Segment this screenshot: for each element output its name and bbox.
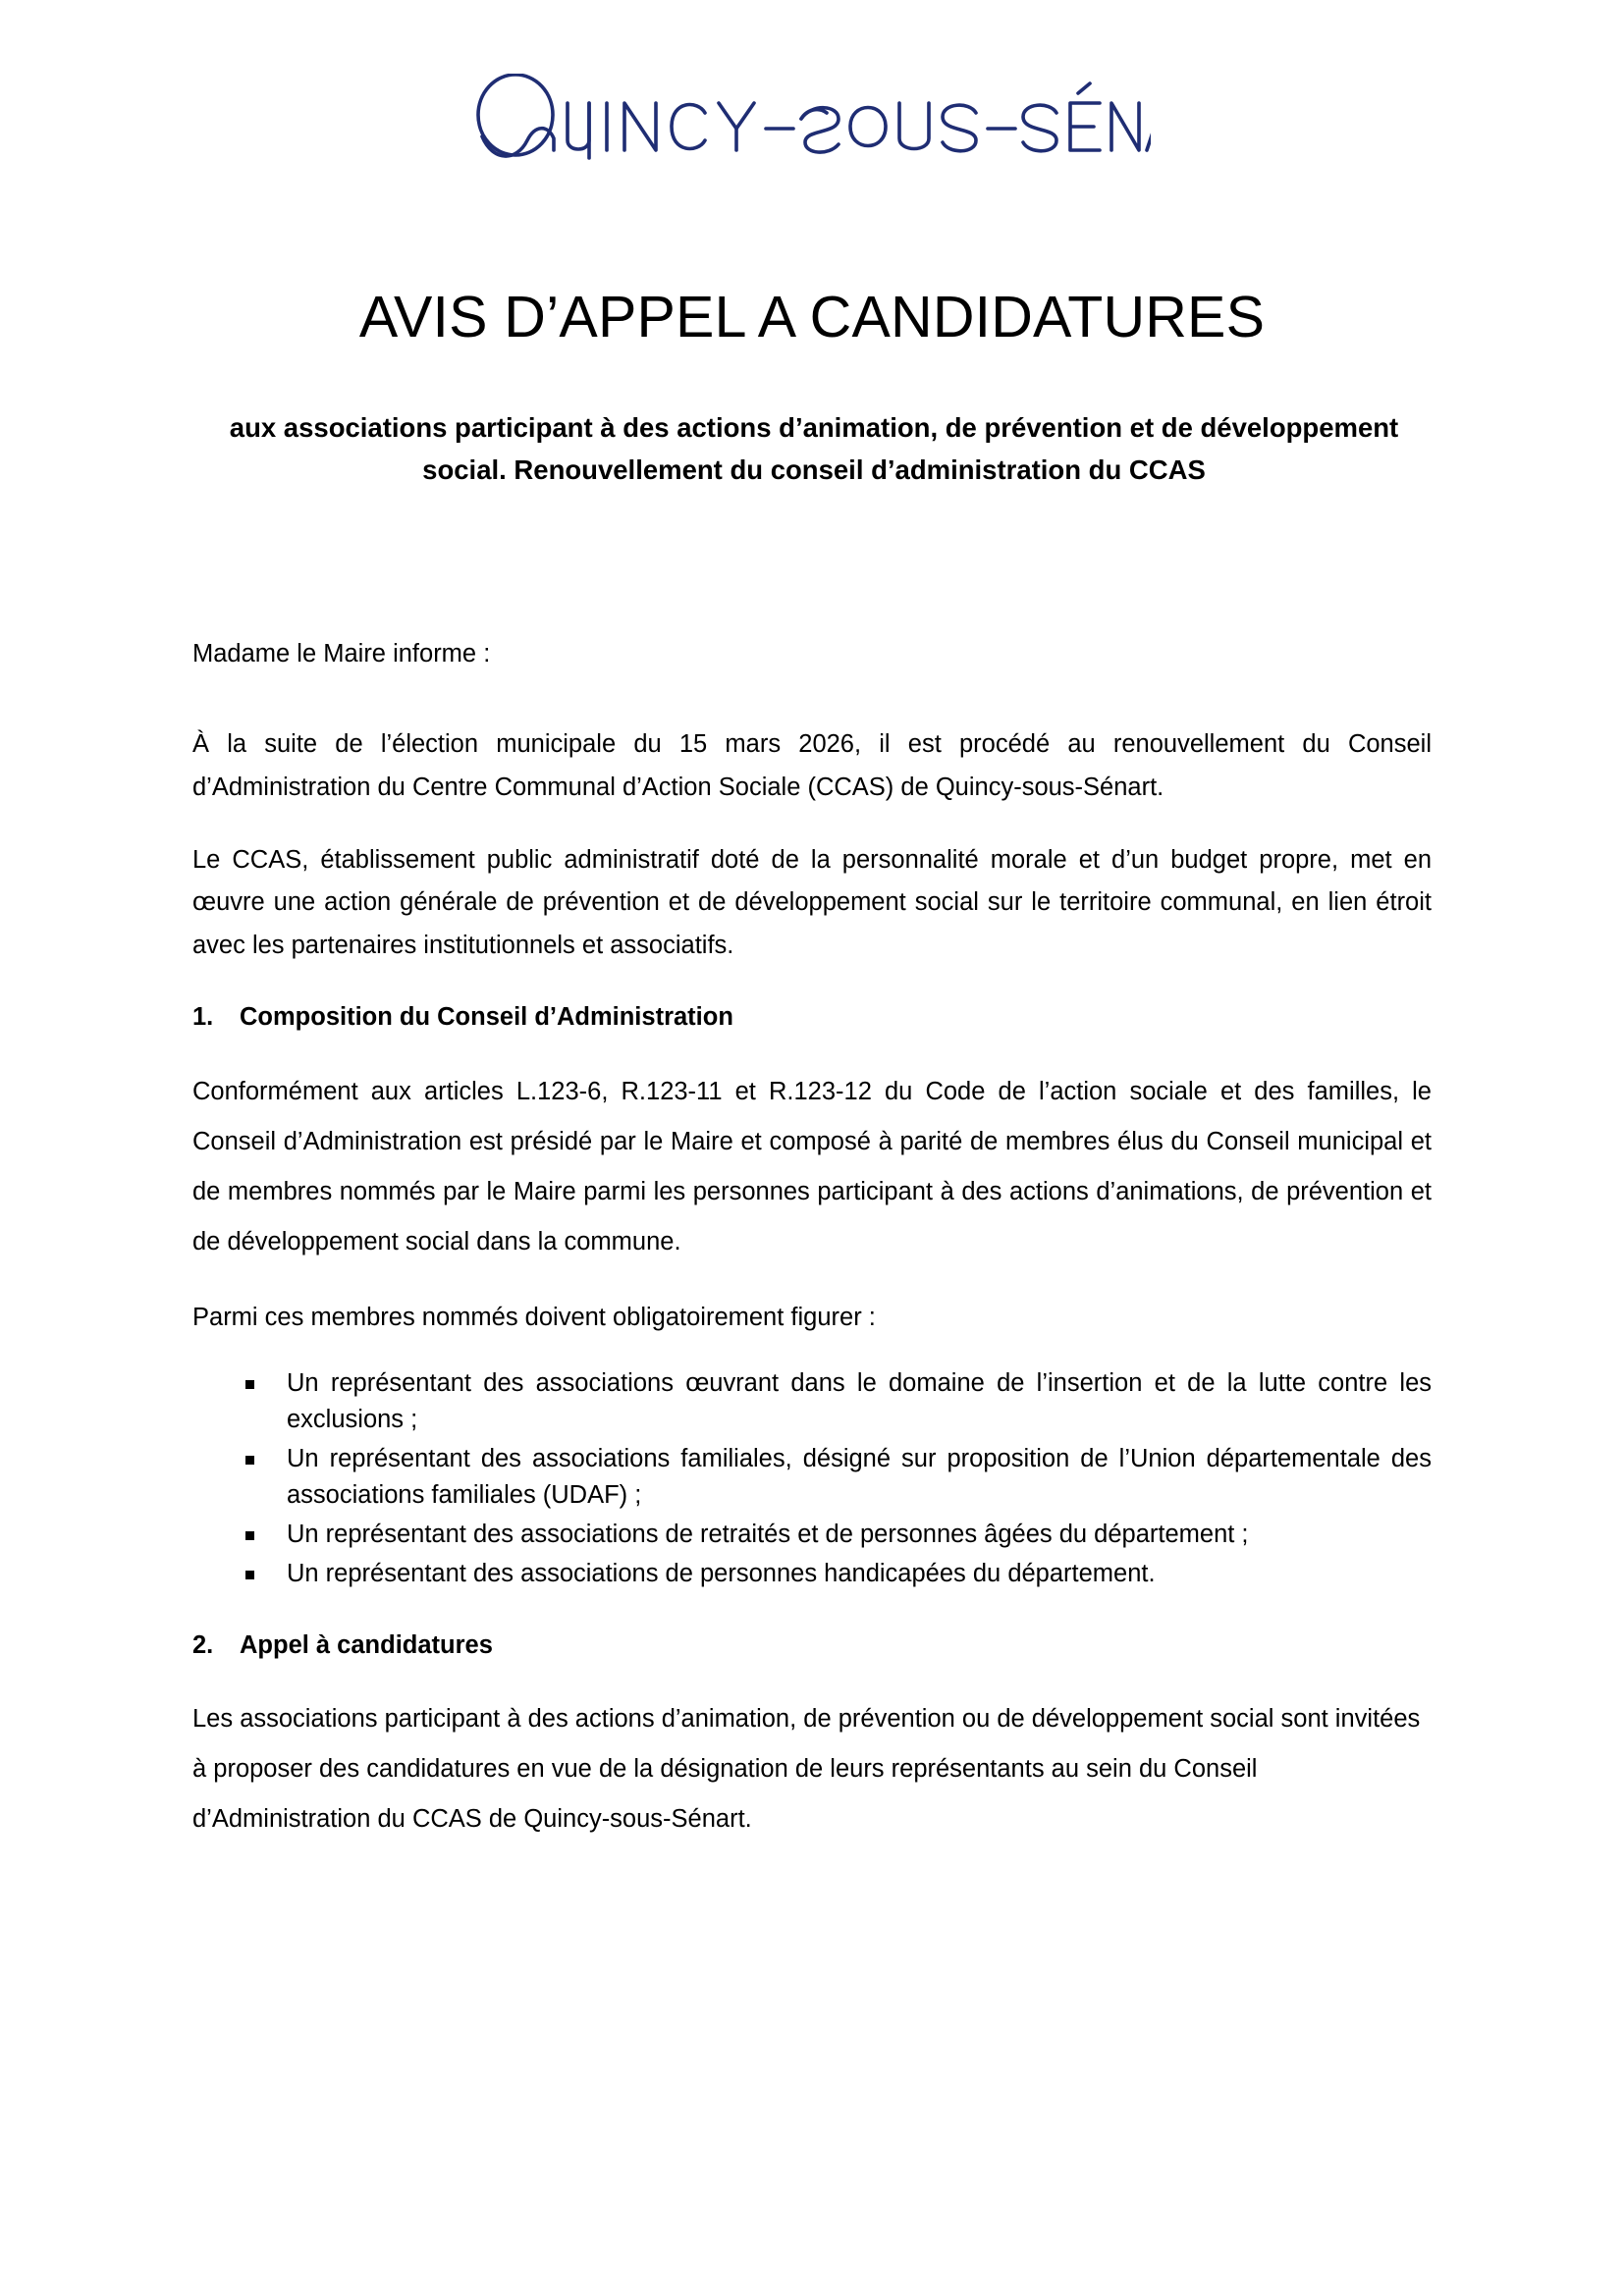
list-item <box>192 1517 1432 1553</box>
header-logo <box>192 69 1432 177</box>
square-bullet-icon <box>245 1571 254 1579</box>
section-heading-2 <box>192 1626 1432 1666</box>
page-title: AVIS D’APPEL A CANDIDATURES <box>358 284 1266 349</box>
list-item <box>192 1365 1432 1438</box>
section-title-1: Composition du Conseil d’Administration <box>240 1003 733 1032</box>
list-item-label: Un représentant des associations de retraités et de personnes âgées du département ; <box>287 1520 1249 1548</box>
list-item <box>192 1441 1432 1514</box>
section-number-2: 2. <box>192 1630 214 1659</box>
section-heading-1 <box>192 997 1432 1038</box>
section-title-2: Appel à candidatures <box>240 1630 493 1659</box>
list-item <box>192 1556 1432 1592</box>
paragraph-ccas-definition: Le CCAS, établissement public administratif doté de la personnalité morale et d’un budget propre, met en œuvre une action générale de prévention et de développement social sur le territoire communal, en lien étroit avec les partenaires institutionnels et associatifs. <box>192 845 1432 960</box>
list-item-label: Un représentant des associations de personnes handicapées du département. <box>287 1559 1156 1587</box>
required-members-list <box>192 1365 1432 1592</box>
square-bullet-icon <box>245 1531 254 1540</box>
page-subtitle: aux associations participant à des actions d’animation, de prévention et de développement social. Renouvellement du conseil d’administration du CCAS <box>229 412 1399 485</box>
square-bullet-icon <box>245 1456 254 1465</box>
list-item-label: Un représentant des associations œuvrant dans le domaine de l’insertion et de la lutte contre les exclusions ; <box>287 1368 1432 1433</box>
document-body <box>192 633 1432 1874</box>
quincy-sous-senart-logo-icon <box>473 74 1151 172</box>
intro-line: Madame le Maire informe : <box>192 640 491 667</box>
paragraph-election: À la suite de l’élection municipale du 15 mars 2026, il est procédé au renouvellement du Conseil d’Administration du Centre Communal d’Action Sociale (CCAS) de Quincy-sous-Sénart. <box>192 729 1432 801</box>
list-item-label: Un représentant des associations familiales, désigné sur proposition de l’Union départementale des associations familiales (UDAF) ; <box>287 1444 1432 1509</box>
paragraph-articles: Conformément aux articles L.123-6, R.123-11 et R.123-12 du Code de l’action sociale et des familles, le Conseil d’Administration est présidé par le Maire et composé à parité de membres élus du Conseil municipal et de membres nommés par le Maire parmi les personnes participant à des actions d’animations, de prévention et de développement social dans la commune. <box>192 1077 1432 1255</box>
square-bullet-icon <box>245 1380 254 1389</box>
section-number-1: 1. <box>192 1003 214 1032</box>
paragraph-call: Les associations participant à des actions d’animation, de prévention ou de développement social sont invitées à proposer des candidatures en vue de la désignation de leurs représentants au sein du Conseil d’Administration du CCAS de Quincy-sous-Sénart. <box>192 1705 1421 1834</box>
paragraph-members-intro: Parmi ces membres nommés doivent obligatoirement figurer : <box>192 1303 876 1331</box>
page-content-area <box>192 0 1432 2296</box>
